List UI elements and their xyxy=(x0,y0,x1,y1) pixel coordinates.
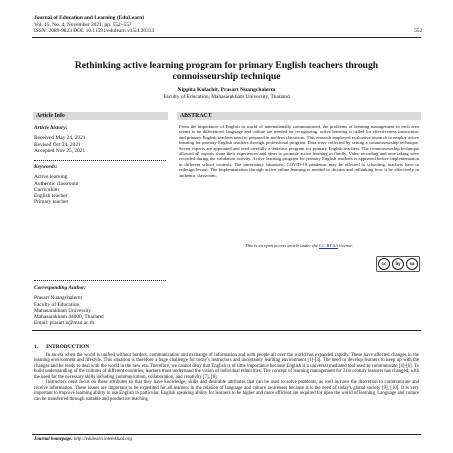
header-rule xyxy=(32,37,421,38)
open-access-suffix: license. xyxy=(337,243,353,248)
cc-license-badge[interactable] xyxy=(376,256,420,272)
corresponding-label: Corresponding Author: xyxy=(34,285,87,291)
received-date: Received May 24, 2021 xyxy=(34,135,86,142)
divider xyxy=(34,160,166,161)
paper-title: Rethinking active learning program for primary English teachers through connoisseurship technique xyxy=(74,60,379,82)
journal-footer xyxy=(34,437,132,442)
introduction-section xyxy=(34,345,419,402)
author-address: Mahasarakham 44000, Thailand xyxy=(34,314,104,321)
cc-icon: cc xyxy=(378,258,390,270)
keyword-item: English teacher xyxy=(34,193,68,200)
history-label: Article history: xyxy=(34,125,68,131)
footer-rule xyxy=(32,434,421,435)
intro-paragraph: In an era when the world is unified without borders, communication and exchange of information and with people all over the world has expanded rapidly. These have affected changes in the learning environment and lifestyle. This situation is therefore a huge challenge for today's instructors and uncertainty learning environment [1]-[3]. The need to develop learners to keep up with the changes and be ready to deal with the world in the new era. Therefore, we cannot deny that English is of little importance because English is a universal mediated tool used to communicate [4]-[6]. To build understanding of the cultures of different countries, learners must understand the vision of individual ethnicities. The concept of learning management for 21st century learners has changed, with the need for the necessary skills including communication, collaboration, and creativity [7], [8]. xyxy=(34,352,419,380)
homepage-url[interactable]: http://edulearn.intelektual.org xyxy=(73,437,132,442)
keyword-item: Curriculum xyxy=(34,186,59,193)
journal-name: Journal of Education and Learning (EduLearn) xyxy=(34,15,145,21)
by-icon: by xyxy=(392,258,404,270)
paper-affiliation: Faculty of Education, Mahasarakham University, Thailand xyxy=(163,94,290,100)
author-name: Prasart Nuangchalerm xyxy=(34,295,83,302)
keyword-item: Active learning xyxy=(34,174,68,181)
author-faculty: Faculty of Education xyxy=(34,301,80,308)
accepted-date: Accepted Nov 25, 2021 xyxy=(34,147,86,154)
article-history xyxy=(34,125,164,154)
section-rule xyxy=(32,330,421,331)
corresponding-author xyxy=(34,285,164,327)
homepage-label: Journal homepage: xyxy=(34,437,73,442)
intro-paragraph: Instructors must focus on these attributes so that they have knowledge, skills and desirable attributes that can be used to solve problems, as well as have the discretion to communicate and receive information. These issues are important to be expedited for all learners in the relation of language and culture awareness because it is the need of today's global society [9], [10]. It is very important to improve learning ability to use English in particular. English speaking ability for learners to be higher and more efficient are required for open the world of learning. Language and culture can be transferred through suitable and productive teaching xyxy=(34,380,419,402)
page-number: 552 xyxy=(414,28,423,34)
keywords-label: Keywords: xyxy=(34,164,58,170)
paper-authors: Nippita Kulachit, Prasart Nuangchalerm xyxy=(177,87,276,93)
abstract-heading: ABSTRACT xyxy=(177,112,421,120)
introduction-heading: 1. INTRODUCTION xyxy=(34,344,90,350)
journal-header xyxy=(34,15,154,35)
sa-icon: sa xyxy=(406,258,418,270)
author-email: Email: prasart.n@msu.ac.th xyxy=(34,320,95,327)
journal-issn: ISSN: 2089-9823 DOI: 10.11591/edulearn.v15i4.20313 xyxy=(34,28,155,35)
keyword-item: Authentic classroom xyxy=(34,180,79,187)
license-link[interactable]: CC BY-SA xyxy=(319,243,338,248)
revised-date: Revised Oct 24, 2021 xyxy=(34,141,81,148)
article-info-heading: Article Info xyxy=(33,112,168,120)
divider xyxy=(34,280,166,281)
keyword-item: Primary teacher xyxy=(34,199,69,206)
open-access-note xyxy=(179,243,419,248)
keywords-block xyxy=(34,164,164,206)
abstract-text: From the importance of English in world of internationally communicated, the problems of learning management in each area seems to be differenced, language and culture are needed for recognizing, active learning is called for effectiveness instruction, and primary English teachers need to prepared in modern classroom. This research employed evaluative research to employ active learning for primary English teachers through professional program. Data were collected by setting a connoisseurship technique. Seven experts are appointed and read carefully a tentative program for primary English teachers. The connoisseurship technique allowed all experts share their experiences and ideas to promote active learning in fluidly. Video recording and note taking were recorded during the validation activity. Active learning program for primary English teachers is approved before implementation in different school contexts. The uncertainty situations, COVID-19 pandemic may be effected to schooling, teachers have to redesign lesson. The implementation through active online learning is needed to discuss and rethinking how it be effectively in authentic classroom. xyxy=(179,124,419,178)
author-university: Mahasarakham University xyxy=(34,307,92,314)
journal-volume: Vol. 15, No. 4, November 2021, pp. 552~557 xyxy=(34,21,132,28)
open-access-prefix: This is an open access article under the xyxy=(245,243,320,248)
